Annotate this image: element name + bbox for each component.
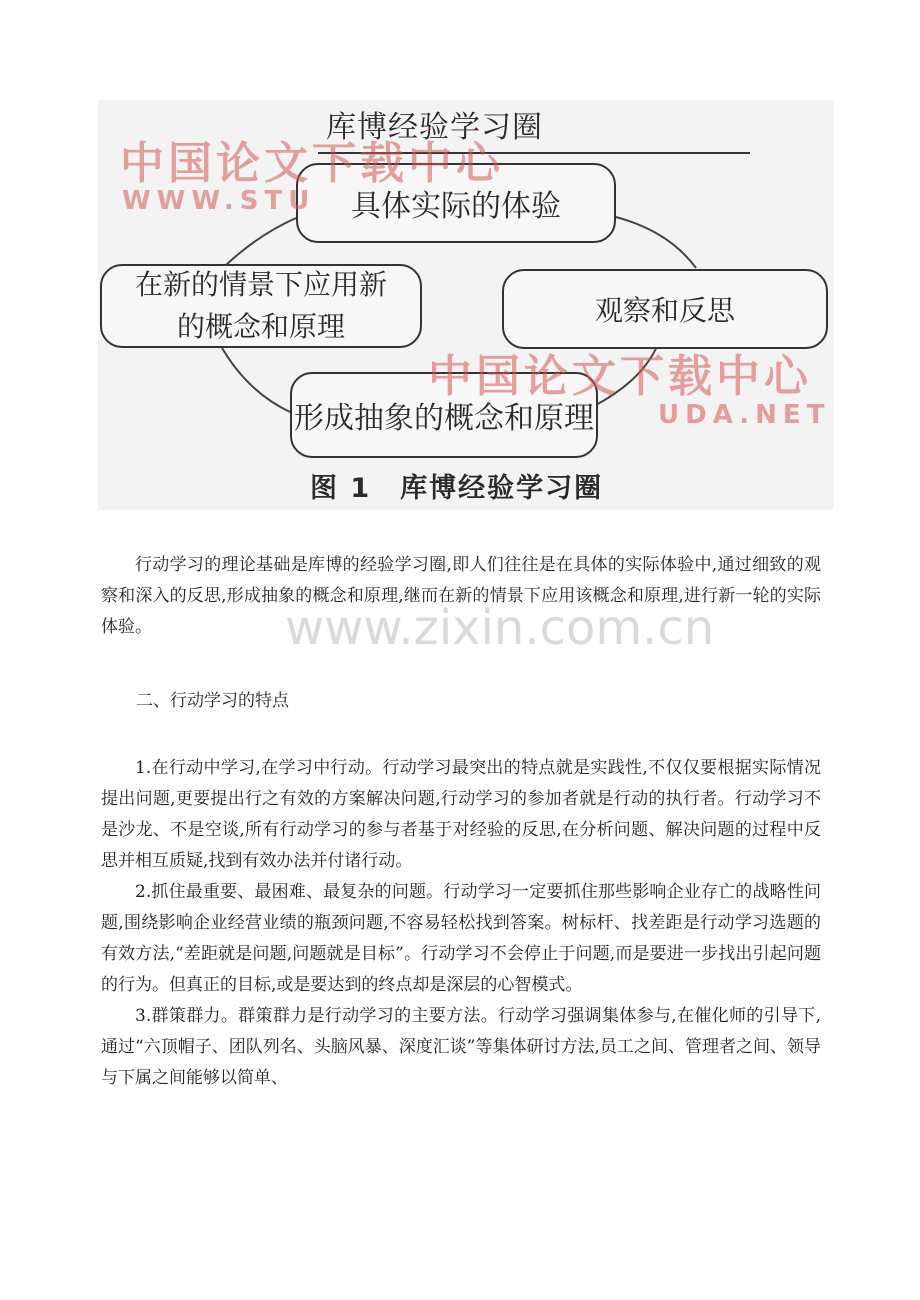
feature-list xyxy=(101,753,821,1094)
arrow-abstract-to-apply xyxy=(222,348,290,412)
node-apply-line2: 的概念和原理 xyxy=(176,310,345,343)
watermark-url-right: UDA.NET xyxy=(658,400,831,430)
kolb-learning-cycle-figure xyxy=(98,100,834,510)
feature-item-3: 3.群策群力。群策群力是行动学习的主要方法。行动学习强调集体参与,在催化师的引导下,通过“六顶帽子、团队列名、头脑风暴、深度汇谈”等集体研讨方法,员工之间、管理者之间、领导与下属之间能够以简单、 xyxy=(101,1006,821,1088)
node-apply-line1: 在新的情景下应用新 xyxy=(134,268,387,301)
node-observe-reflect: 观察和反思 xyxy=(502,269,828,349)
figure-title: 库博经验学习圈 xyxy=(326,110,543,145)
node-apply-concepts xyxy=(100,264,422,348)
watermark-url-left: WWW.STU xyxy=(122,186,316,216)
paragraph-theory xyxy=(101,550,821,643)
arrow-apply-to-concrete xyxy=(226,218,296,265)
watermark-cn-top: 中国论文下载中心 xyxy=(120,138,504,189)
section-heading: 二、行动学习的特点 xyxy=(136,691,289,711)
node-concrete-experience: 具体实际的体验 xyxy=(296,163,616,243)
site-watermark: www.zixin.com.cn xyxy=(285,600,715,656)
arrow-concrete-to-reflect xyxy=(612,216,696,268)
node-abstract-concepts: 形成抽象的概念和原理 xyxy=(290,372,598,458)
figure-caption: 图 1 库博经验学习圈 xyxy=(310,473,604,504)
paragraph-text: 行动学习的理论基础是库博的经验学习圈,即人们往往是在具体的实际体验中,通过细致的观察和深入的反思,形成抽象的概念和原理,继而在新的情景下应用该概念和原理,进行新一轮的实际体验。 xyxy=(101,555,821,637)
feature-item-2: 2.抓住最重要、最困难、最复杂的问题。行动学习一定要抓住那些影响企业存亡的战略性问题,围绕影响企业经营业绩的瓶颈问题,不容易轻松找到答案。树标杆、找差距是行动学习选题的有效方法,“差距就是问题,问题就是目标”。行动学习不会停止于问题,而是要进一步找出引起问题的行为。但真正的目标,或是要达到的终点却是深层的心智模式。 xyxy=(101,882,821,995)
watermark-cn-bottom: 中国论文下载中心 xyxy=(428,351,812,402)
feature-item-1: 1.在行动中学习,在学习中行动。行动学习最突出的特点就是实践性,不仅仅要根据实际情况提出问题,更要提出行之有效的方案解决问题,行动学习的参加者就是行动的执行者。行动学习不是沙龙、不是空谈,所有行动学习的参与者基于对经验的反思,在分析问题、解决问题的过程中反思并相互质疑,找到有效办法并付诸行动。 xyxy=(101,758,821,871)
